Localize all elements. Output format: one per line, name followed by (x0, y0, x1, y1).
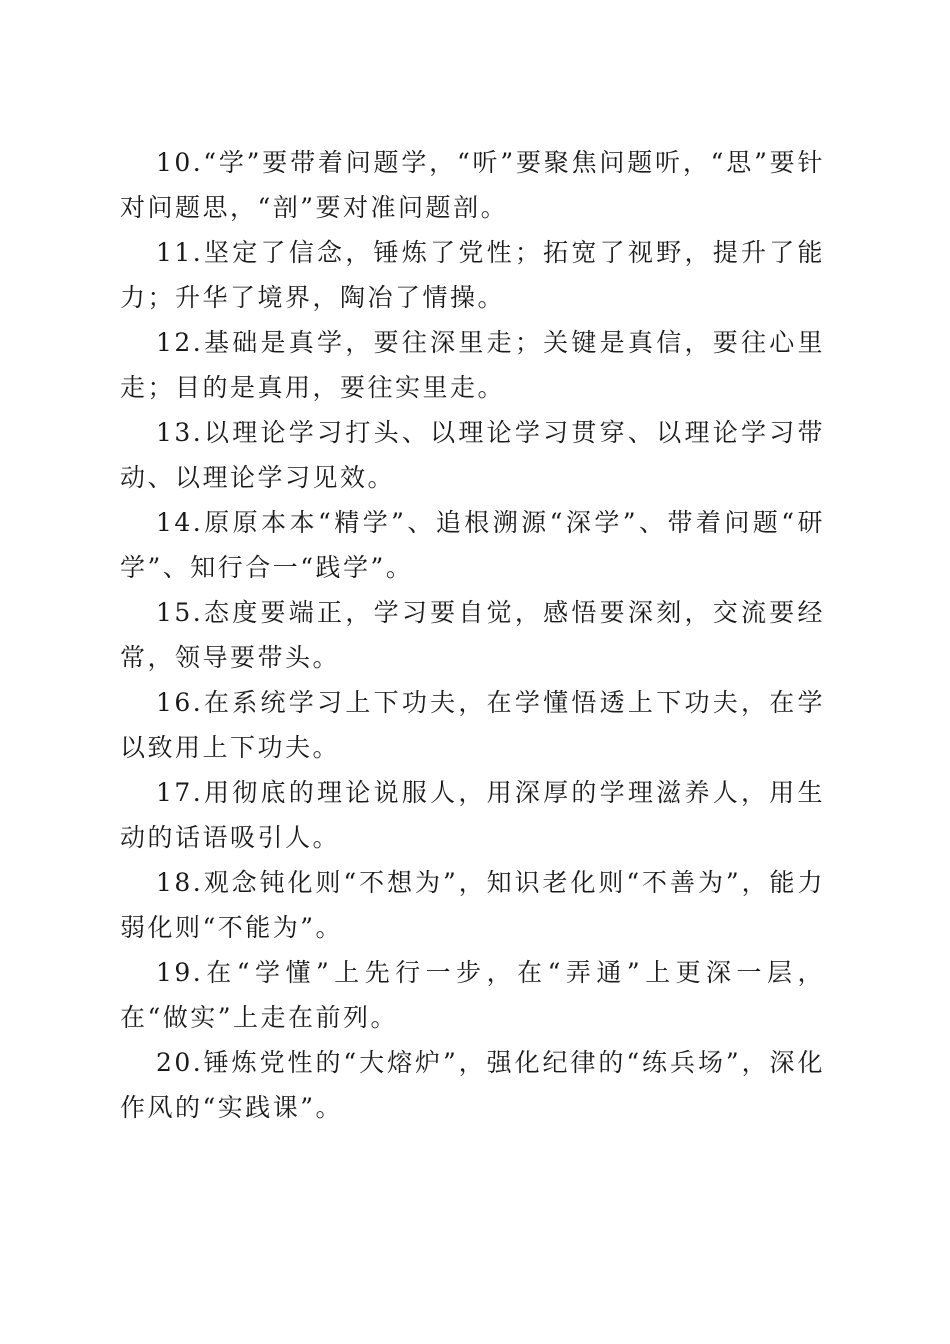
paragraph-item-11: 11.坚定了信念，锤炼了党性；拓宽了视野，提升了能力；升华了境界，陶冶了情操。 (120, 238, 825, 312)
document-body (120, 140, 825, 1130)
paragraph-item-16: 16.在系统学习上下功夫，在学懂悟透上下功夫，在学以致用上下功夫。 (120, 688, 825, 762)
paragraph-item-15: 15.态度要端正，学习要自觉，感悟要深刻，交流要经常，领导要带头。 (120, 598, 825, 672)
paragraph-item-17: 17.用彻底的理论说服人，用深厚的学理滋养人，用生动的话语吸引人。 (120, 778, 825, 852)
paragraph-item-19: 19.在“学懂”上先行一步，在“弄通”上更深一层，在“做实”上走在前列。 (120, 958, 825, 1032)
paragraph-item-10: 10.“学”要带着问题学，“听”要聚焦问题听，“思”要针对问题思，“剖”要对准问题剖。 (120, 148, 825, 222)
paragraph-item-20: 20.锤炼党性的“大熔炉”，强化纪律的“练兵场”，深化作风的“实践课”。 (120, 1048, 825, 1122)
paragraph-item-13: 13.以理论学习打头、以理论学习贯穿、以理论学习带动、以理论学习见效。 (120, 418, 825, 492)
paragraph-item-12: 12.基础是真学，要往深里走；关键是真信，要往心里走；目的是真用，要往实里走。 (120, 328, 825, 402)
paragraph-item-14: 14.原原本本“精学”、追根溯源“深学”、带着问题“研学”、知行合一“践学”。 (120, 508, 825, 582)
paragraph-item-18: 18.观念钝化则“不想为”，知识老化则“不善为”，能力弱化则“不能为”。 (120, 868, 825, 942)
